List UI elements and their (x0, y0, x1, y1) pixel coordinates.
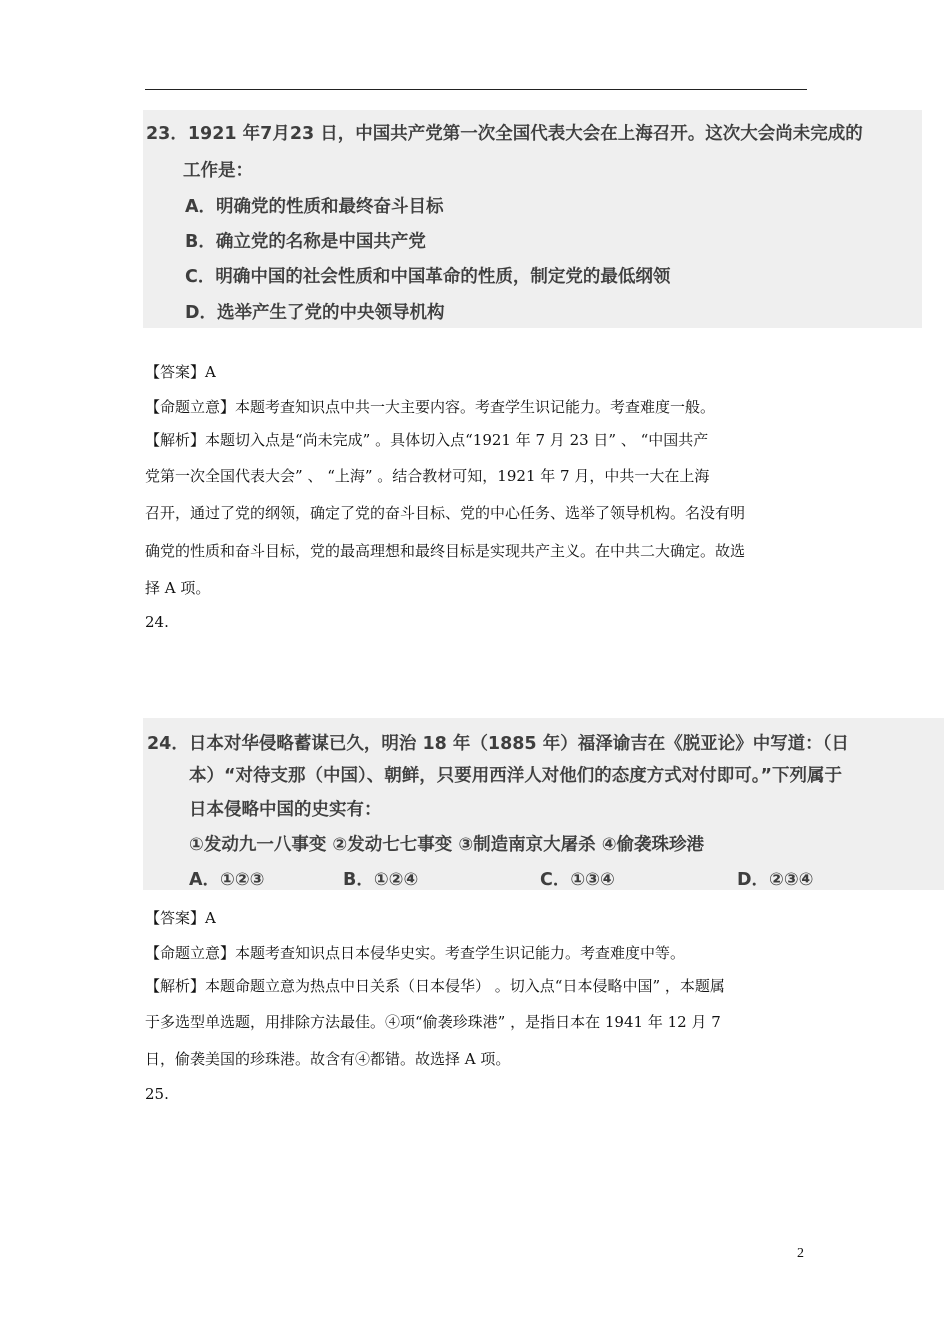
q23-option-c: C．明确中国的社会性质和中国革命的性质，制定党的最低纲领 (185, 267, 671, 287)
q23-analysis-line-5: 择 A 项。 (145, 579, 211, 597)
page-number: 2 (797, 1246, 804, 1261)
q24-option-a: A．①②③ (189, 870, 265, 890)
q23-stem-line-2: 工作是： (183, 161, 253, 181)
q23-analysis-line-4: 确党的性质和奋斗目标，党的最高理想和最终目标是实现共产主义。在中共二大确定。故选 (145, 542, 746, 560)
q23-stem-line-1: 23．1921 年7月23 日，中国共产党第一次全国代表大会在上海召开。这次大会尚未完成的 (146, 124, 863, 144)
q23-option-a: A．明确党的性质和最终奋斗目标 (185, 197, 444, 217)
q24-items: ①发动九一八事变 ②发动七七事变 ③制造南京大屠杀 ④偷袭珠珍港 (189, 835, 705, 855)
question-24-image (143, 718, 944, 890)
q23-option-d: D．选举产生了党的中央领导机构 (185, 303, 445, 323)
q23-analysis-line-2: 党第一次全国代表大会” 、 “上海” 。结合教材可知，1921 年 7 月，中共一大在上海 (145, 467, 710, 485)
header-rule (145, 89, 807, 90)
q24-intent: 【命题立意】本题考查知识点日本侵华史实。考查学生识记能力。考查难度中等。 (145, 944, 686, 962)
next-question-number-24: 24. (145, 613, 169, 631)
q24-analysis-line-1: 【解析】本题命题立意为热点中日关系（日本侵华） 。切入点“日本侵略中国” ，本题属 (145, 977, 725, 995)
q23-analysis-line-1: 【解析】本题切入点是“尚未完成” 。具体切入点“1921 年 7 月 23 日” 、 “中国共产 (145, 431, 709, 449)
q23-analysis-line-3: 召开，通过了党的纲领，确定了党的奋斗目标、党的中心任务、选举了领导机构。名没有明 (145, 504, 746, 522)
q23-answer: 【答案】A (145, 363, 216, 381)
q24-option-b: B．①②④ (343, 870, 419, 890)
q24-option-c: C．①③④ (540, 870, 615, 890)
q24-stem-line-1: 24．日本对华侵略蓄谋已久，明治 18 年（1885 年）福泽谕吉在《脱亚论》中写道：（日 (147, 734, 849, 754)
q23-option-b: B．确立党的名称是中国共产党 (185, 232, 426, 252)
q24-option-d: D．②③④ (737, 870, 814, 890)
next-question-number-25: 25. (145, 1085, 169, 1103)
q23-intent: 【命题立意】本题考查知识点中共一大主要内容。考查学生识记能力。考查难度一般。 (145, 398, 716, 416)
q24-analysis-line-3: 日，偷袭美国的珍珠港。故含有④都错。故选择 A 项。 (145, 1050, 511, 1068)
question-23-image (143, 110, 922, 328)
q24-stem-line-2: 本）“对待支那（中国）、朝鲜，只要用西洋人对他们的态度方式对付即可。”下列属于 (189, 766, 843, 786)
q24-stem-line-3: 日本侵略中国的史实有： (189, 800, 382, 820)
q24-answer: 【答案】A (145, 909, 216, 927)
q24-analysis-line-2: 于多选型单选题，用排除方法最佳。④项“偷袭珍珠港” ，是指日本在 1941 年 12 月 7 (145, 1013, 721, 1031)
